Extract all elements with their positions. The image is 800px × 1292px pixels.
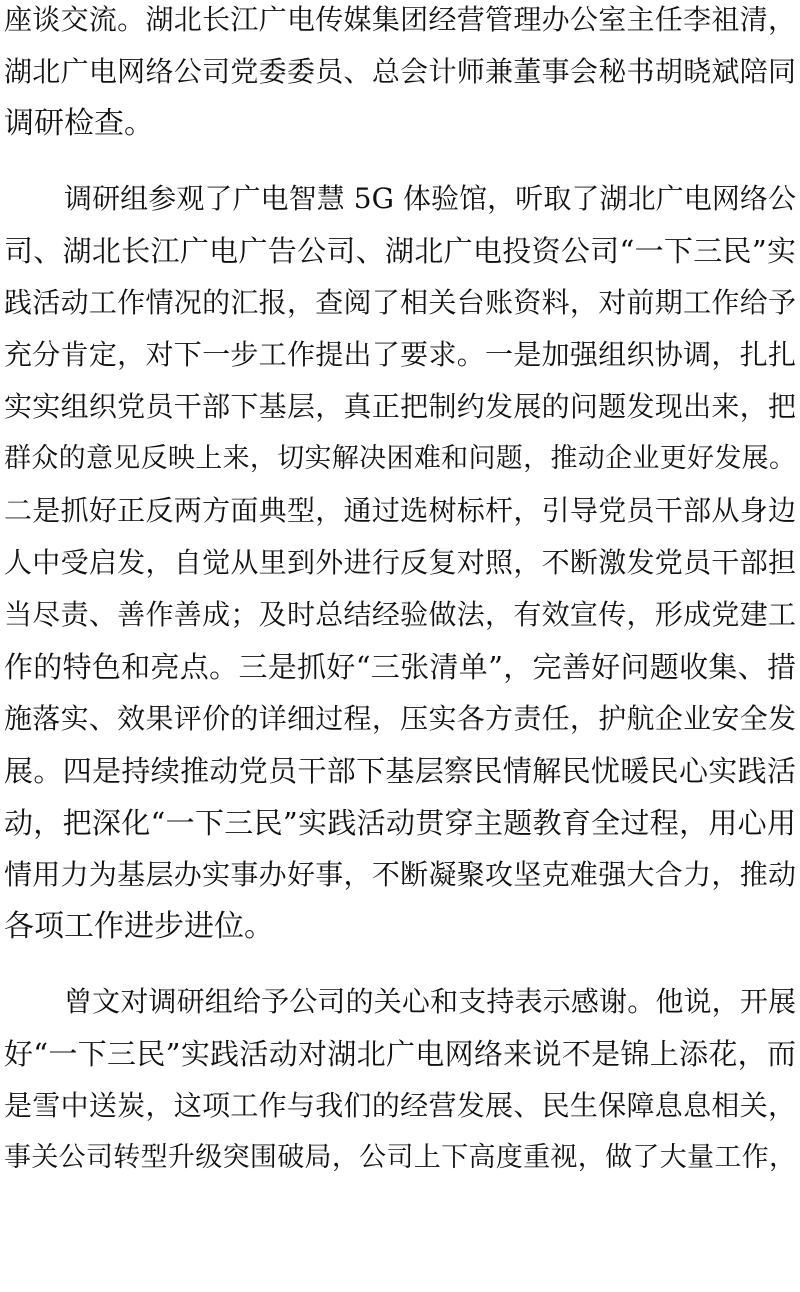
text-line: 调研组参观了广电智慧 5G 体验馆，听取了湖北广电网络公 xyxy=(64,182,796,215)
text-line: 好“一下三民”实践活动对湖北广电网络来说不是锦上添花，而 xyxy=(4,1037,796,1071)
text-line: 是雪中送炭，这项工作与我们的经营发展、民生保障息息相关， xyxy=(4,1089,796,1122)
text-line: 座谈交流。湖北长江广电传媒集团经营管理办公室主任李祖清， xyxy=(4,3,796,36)
text-line: 实实组织党员干部下基层，真正把制约发展的问题发现出来，把 xyxy=(4,390,796,423)
text-line: 展。四是持续推动党员干部下基层察民情解民忧暖民心实践活 xyxy=(4,754,796,788)
text-line: 各项工作进步进位。 xyxy=(4,909,274,944)
text-line: 充分肯定，对下一步工作提出了要求。一是加强组织协调，扎扎 xyxy=(4,338,796,371)
text-line: 作的特色和亮点。三是抓好“三张清单”，完善好问题收集、措 xyxy=(4,650,796,684)
text-line: 人中受启发，自觉从里到外进行反复对照，不断激发党员干部担 xyxy=(4,546,796,579)
text-line: 群众的意见反映上来，切实解决困难和问题，推动企业更好发展。 xyxy=(4,443,796,474)
text-line: 湖北广电网络公司党委委员、总会计师兼董事会秘书胡晓斌陪同 xyxy=(4,55,796,88)
text-line: 事关公司转型升级突围破局，公司上下高度重视，做了大量工作， xyxy=(4,1142,796,1173)
text-line: 二是抓好正反两方面典型，通过选树标杆，引导党员干部从身边 xyxy=(4,494,796,527)
text-line: 司、湖北长江广电广告公司、湖北广电投资公司“一下三民”实 xyxy=(4,234,796,268)
text-line: 动，把深化“一下三民”实践活动贯穿主题教育全过程，用心用 xyxy=(4,806,796,840)
text-line: 当尽责、善作善成；及时总结经验做法，有效宣传，形成党建工 xyxy=(4,598,796,631)
text-line: 情用力为基层办实事办好事，不断凝聚攻坚克难强大合力，推动 xyxy=(4,858,796,891)
text-line: 践活动工作情况的汇报，查阅了相关台账资料，对前期工作给予 xyxy=(4,286,796,319)
text-line: 调研检查。 xyxy=(4,106,154,141)
text-line: 曾文对调研组给予公司的关心和支持表示感谢。他说，开展 xyxy=(64,985,796,1018)
text-line: 施落实、效果评价的详细过程，压实各方责任，护航企业安全发 xyxy=(4,702,796,735)
